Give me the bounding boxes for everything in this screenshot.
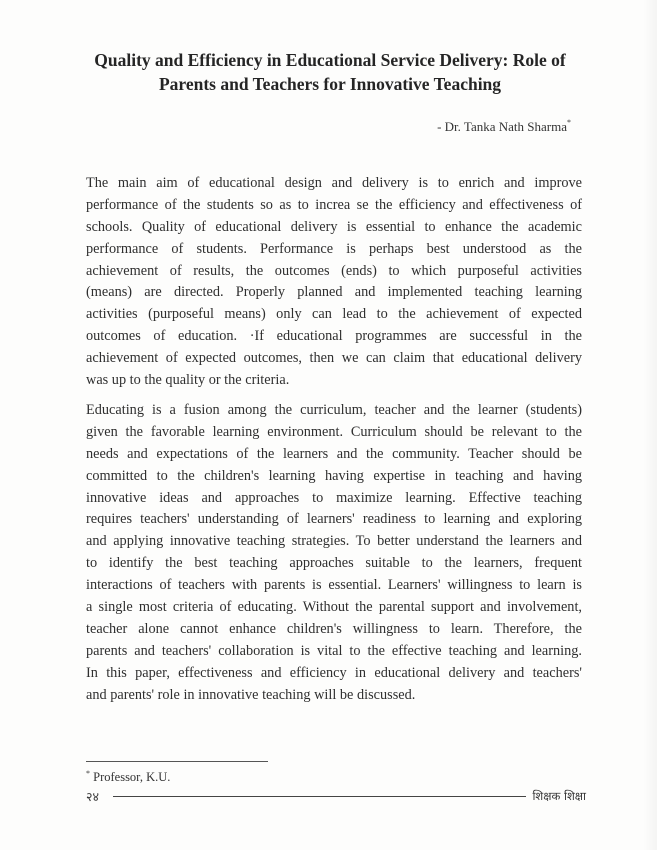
paragraph-line: achievement of expected outcomes, then we can claim that educational delivery (86, 350, 582, 367)
paragraph-line: requires teachers' understanding of learners' readiness to learning and exploring (86, 511, 582, 528)
paragraph-line: given the favorable learning environment. Curriculum should be relevant to the (86, 423, 582, 440)
paragraph-line: innovative ideas and approaches to maximize learning. Effective teaching (86, 489, 582, 506)
paragraph-line: In this paper, effectiveness and efficiency in educational delivery and teachers' (86, 664, 582, 681)
paragraph-line: to identify the best teaching approaches suitable to the learners, frequent (86, 555, 582, 572)
page-edge-shadow (643, 0, 657, 850)
page-number: २४ (86, 789, 100, 804)
paragraph-line: achievement of results, the outcomes (ends) to which purposeful activities (86, 262, 582, 279)
paragraph-line: schools. Quality of educational delivery is essential to enhance the academic (86, 218, 582, 235)
author-footnote-mark: * (567, 118, 571, 127)
paper-title-line-2: Parents and Teachers for Innovative Teaching (158, 74, 502, 94)
paragraph-line: parents and teachers' collaboration is vital to the effective teaching and learning. (86, 642, 582, 659)
paragraph-1 (86, 173, 582, 392)
author-name: Dr. Tanka Nath Sharma (444, 119, 567, 134)
paper-title-line-1: Quality and Efficiency in Educational Service Delivery: Role of (94, 50, 566, 70)
paragraph-line: a single most criteria of educating. Without the parental support and involvement, (86, 599, 582, 616)
footnote-text: Professor, K.U. (93, 770, 171, 784)
paragraph-line: Educating is a fusion among the curriculum, teacher and the learner (students) (86, 402, 582, 418)
paragraph-line: and applying innovative teaching strategies. To better understand the learners and (86, 533, 582, 550)
footnote-mark: * (86, 769, 90, 778)
paragraph-line: activities (purposeful means) only can lead to the achievement of expected (86, 306, 582, 323)
paragraph-line: teacher alone cannot enhance children's willingness to learn. Therefore, the (86, 620, 582, 637)
footer-rule (113, 796, 526, 797)
paragraph-line: interactions of teachers with parents is essential. Learners' willingness to learn is (86, 577, 582, 594)
paragraph-line: performance of students. Performance is perhaps best understood as the (86, 240, 582, 257)
author-prefix: - (437, 119, 445, 134)
page-footer (86, 786, 586, 806)
footnote-divider (86, 761, 268, 762)
paper-title (60, 48, 600, 96)
footnote (86, 769, 170, 785)
paragraph-line: performance of the students so as to increa se the efficiency and effectiveness of (86, 196, 582, 213)
author-byline (437, 118, 571, 135)
paragraph-line: (means) are directed. Properly planned and implemented teaching learning (86, 284, 582, 301)
paragraph-line: needs and expectations of the learners and the community. Teacher should be (86, 445, 582, 462)
paragraph-line: outcomes of education. ·If educational programmes are successful in the (86, 328, 582, 345)
journal-name: शिक्षक शिक्षा (532, 788, 586, 803)
paragraph-line: was up to the quality or the criteria. (86, 372, 290, 389)
paragraph-2 (86, 400, 582, 706)
paragraph-line: The main aim of educational design and delivery is to enrich and improve (86, 175, 582, 191)
paragraph-line: and parents' role in innovative teaching will be discussed. (86, 686, 416, 703)
paragraph-line: committed to the children's learning having expertise in teaching and having (86, 467, 582, 484)
